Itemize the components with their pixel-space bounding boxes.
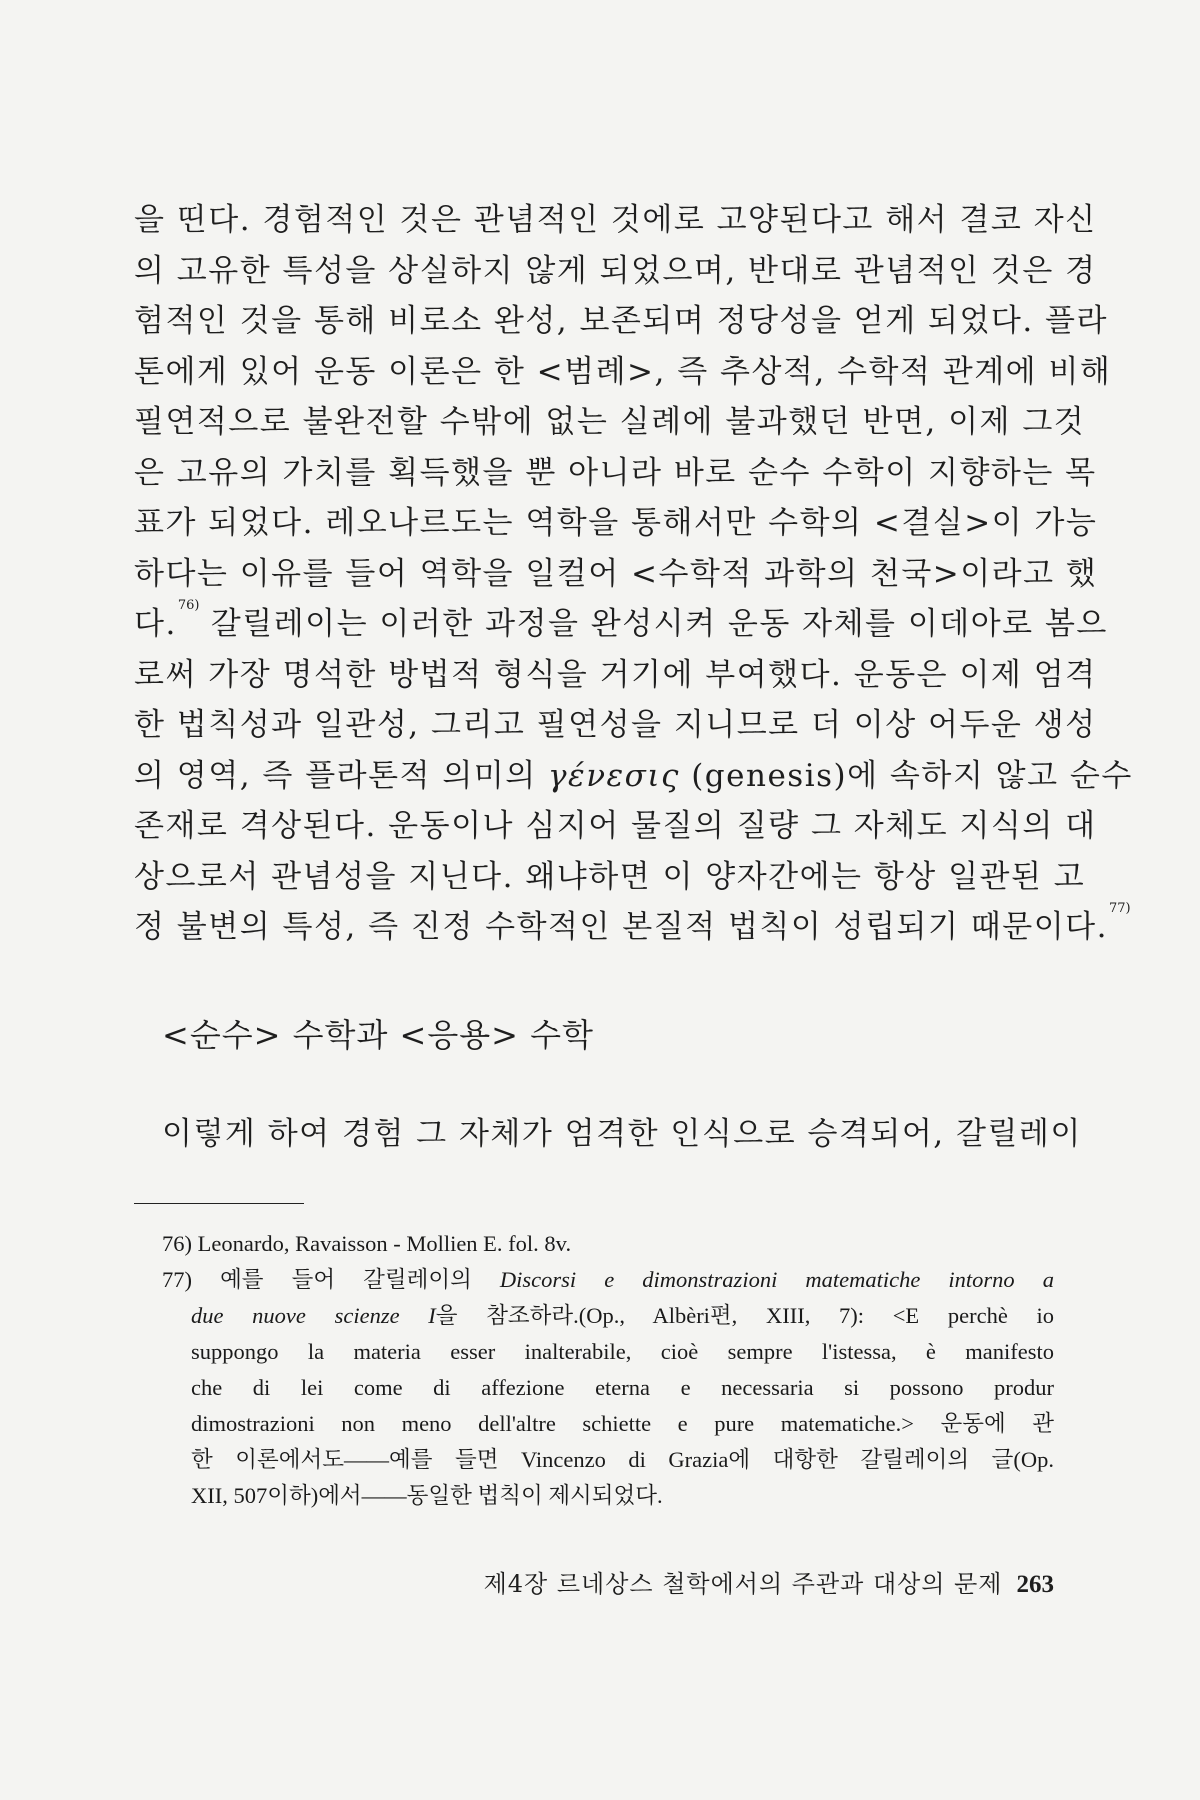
body-line: 한 법칙성과 일관성, 그리고 필연성을 지니므로 더 이상 어두운 생성 — [134, 707, 1097, 743]
footnote-77-line: XII, 507이하)에서――동일한 법칙이 제시되었다. — [191, 1483, 663, 1508]
body-line: 의 고유한 특성을 상실하지 않게 되었으며, 반대로 관념적인 것은 경 — [134, 252, 1097, 289]
running-footer — [380, 1564, 1054, 1599]
body-line: 필연적으로 불완전할 수밖에 없는 실례에 불과했던 반면, 이제 그것 — [134, 404, 1086, 440]
footnotes — [162, 1226, 1054, 1514]
body-line — [134, 900, 1131, 953]
footnote-77-line — [162, 1298, 1054, 1334]
body-line: 로써 가장 명석한 방법적 형식을 거기에 부여했다. 운동은 이제 엄격 — [134, 656, 1097, 693]
footnote-77-line: dimostrazioni non meno dell'altre schiette e pure matematiche.> 운동에 관 — [191, 1411, 1054, 1436]
body-line: 하다는 이유를 들어 역학을 일컬어 <수학적 과학의 천국>이라고 했 — [134, 555, 1098, 592]
body-line-text: 갈릴레이는 이러한 과정을 완성시켜 운동 자체를 이데아로 봄으 — [199, 606, 1108, 642]
footnote-77-line: che di lei come di affezione eterna e necessaria si possono produr — [191, 1375, 1054, 1400]
paragraph-first-line: 이렇게 하여 경험 그 자체가 엄격한 인식으로 승격되어, 갈릴레이 — [162, 1116, 1082, 1152]
footnote-divider — [134, 1203, 304, 1204]
section-heading: <순수> 수학과 <응용> 수학 — [162, 1016, 594, 1054]
body-line: 상으로서 관념성을 지닌다. 왜냐하면 이 양자간에는 항상 일관된 고 — [134, 858, 1086, 895]
body-line — [134, 597, 1108, 650]
footnote-77-line — [162, 1262, 1054, 1298]
footnote-76: 76) Leonardo, Ravaisson - Mollien E. fol. 8v. — [162, 1231, 572, 1256]
book-title-italic: due nuove scienze I — [191, 1303, 436, 1328]
body-line: 존재로 격상된다. 운동이나 심지어 물질의 질량 그 자체도 지식의 대 — [134, 808, 1097, 844]
body-line-text: 다. — [134, 606, 177, 642]
chapter-title: 제4장 르네상스 철학에서의 주관과 대상의 문제 — [483, 1570, 1003, 1598]
body-line — [134, 751, 1133, 802]
body-line: 표가 되었다. 레오나르도는 역학을 통해서만 수학의 <결실>이 가능 — [134, 505, 1098, 541]
book-title-italic: Discorsi e dimonstrazioni matematiche intorno a — [499, 1267, 1055, 1292]
body-line-text: 의 영역, 즉 플라톤적 의미의 — [134, 757, 549, 794]
page-number: 263 — [1016, 1571, 1054, 1598]
body-line: 을 띤다. 경험적인 것은 관념적인 것에로 고양된다고 해서 결코 자신 — [134, 202, 1097, 238]
body-line: 험적인 것을 통해 비로소 완성, 보존되며 정당성을 얻게 되었다. 플라 — [134, 303, 1108, 339]
body-line: 은 고유의 가치를 획득했을 뿐 아니라 바로 순수 수학이 지향하는 목 — [134, 454, 1097, 491]
footnote-77-line: suppongo la materia esser inalterabile, cioè sempre l'istessa, è manifesto — [191, 1339, 1054, 1364]
body-line: 톤에게 있어 운동 이론은 한 <범례>, 즉 추상적, 수학적 관계에 비해 — [134, 353, 1112, 390]
body-line-text: (genesis)에 속하지 않고 순수 — [679, 757, 1133, 794]
greek-term: γένεσις — [548, 757, 680, 794]
body-paragraph — [134, 195, 1133, 953]
footnote-77-line: 한 이론에서도――예를 들면 Vincenzo di Grazia에 대항한 갈릴레이의 글(Op. — [191, 1447, 1054, 1472]
footnote-ref-76[interactable]: 76) — [177, 597, 200, 613]
footnote-text: 77) 예를 들어 갈릴레이의 — [162, 1267, 500, 1292]
body-line-text: 정 불변의 특성, 즉 진정 수학적인 본질적 법칙이 성립되기 때문이다. — [134, 909, 1108, 945]
footnote-ref-77[interactable]: 77) — [1108, 900, 1131, 916]
footnote-text: 을 참조하라.(Op., Albèri편, XIII, 7): <E perchè io — [435, 1303, 1054, 1328]
